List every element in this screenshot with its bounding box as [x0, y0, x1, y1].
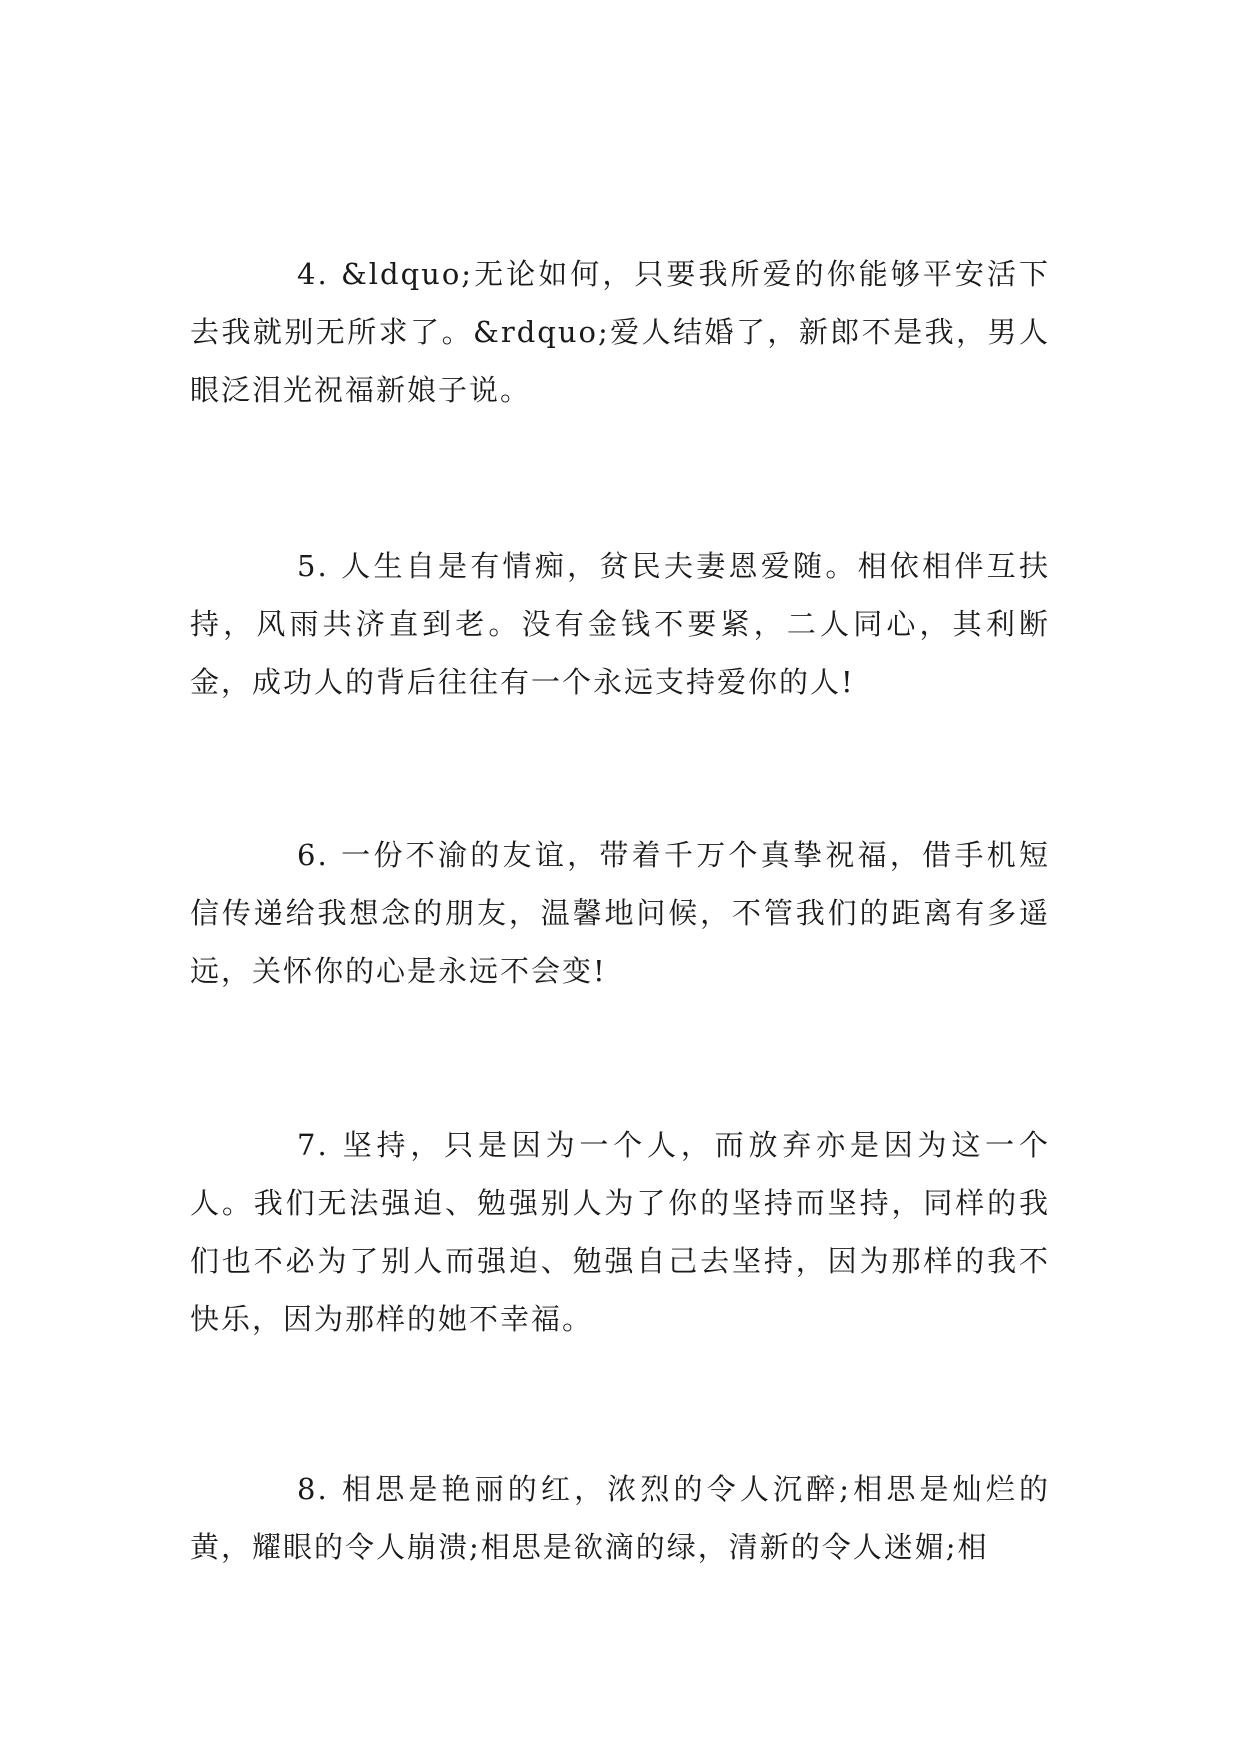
paragraph-6: 6. 一份不渝的友谊，带着千万个真挚祝福，借手机短信传递给我想念的朋友，温馨地问候，不管我们的距离有多遥远，关怀你的心是永远不会变!	[190, 838, 1050, 988]
paragraph-8: 8. 相思是艳丽的红，浓烈的令人沉醉;相思是灿烂的黄，耀眼的令人崩溃;相思是欲滴的绿，清新的令人迷媚;相	[190, 1472, 1050, 1564]
paragraph-5: 5. 人生自是有情痴，贫民夫妻恩爱随。相依相伴互扶持，风雨共济直到老。没有金钱不要紧，二人同心，其利断金，成功人的背后往往有一个永远支持爱你的人!	[190, 549, 1050, 699]
paragraph-4: 4. &ldquo;无论如何，只要我所爱的你能够平安活下去我就别无所求了。&rdquo;爱人结婚了，新郎不是我，男人眼泛泪光祝福新娘子说。	[190, 257, 1050, 407]
paragraph-7: 7. 坚持，只是因为一个人，而放弃亦是因为这一个人。我们无法强迫、勉强别人为了你的坚持而坚持，同样的我们也不必为了别人而强迫、勉强自己去坚持，因为那样的我不快乐，因为那样的她不幸福。	[190, 1128, 1050, 1336]
